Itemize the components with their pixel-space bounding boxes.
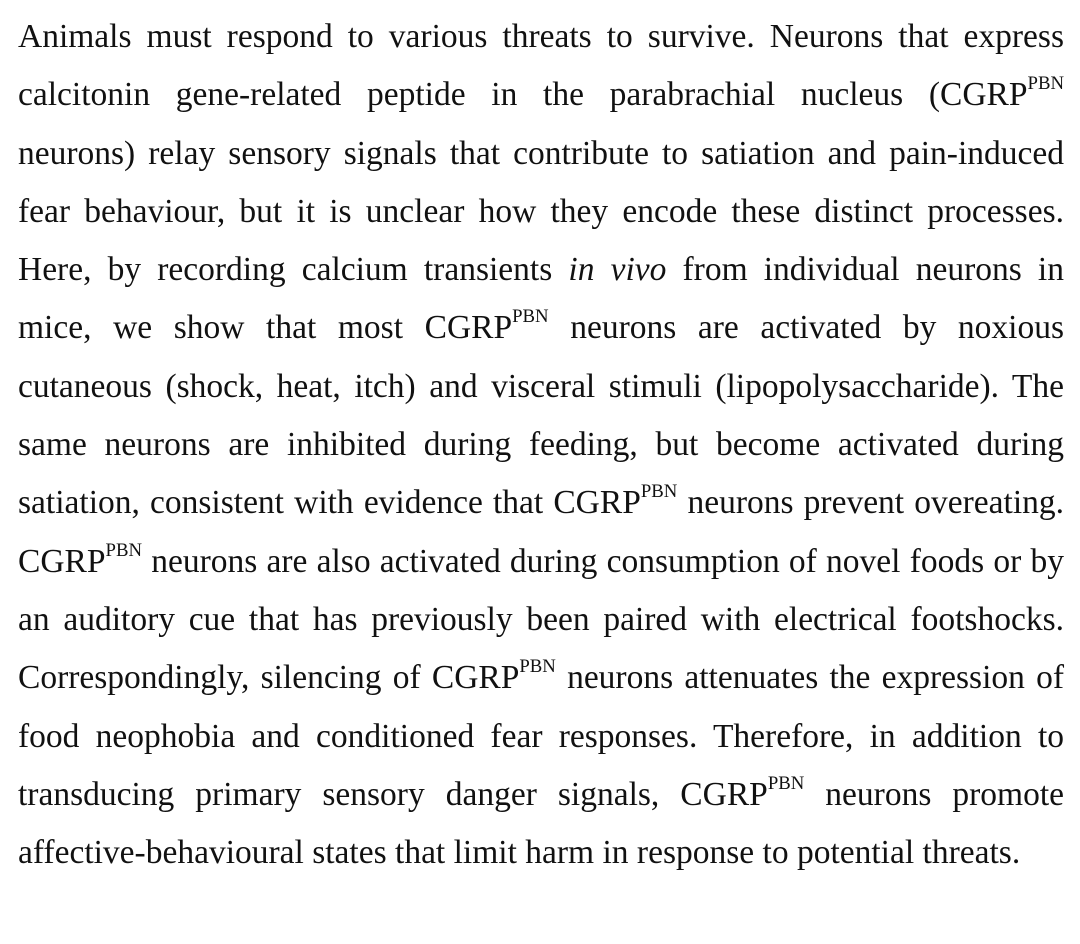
superscript-pbn-3: PBN [640,481,678,503]
abstract-text-8: neurons promote affective-behavioural states that limit harm in response to potential threats. [18,775,1065,872]
italic-in-vivo: in vivo [568,251,667,289]
abstract-text-5: neurons prevent overeating. CGRP [18,484,1065,580]
superscript-pbn-1: PBN [1027,73,1064,95]
superscript-pbn-2: PBN [512,306,549,328]
superscript-pbn-6: PBN [767,772,805,794]
superscript-pbn-4: PBN [105,539,142,561]
abstract-text-7: neurons attenuates the expression of food neophobia and conditioned fear responses. Therefore, in addition to transducing primary sensory danger signals, CGRP [18,659,1064,813]
abstract-text-6: neurons are also activated during consumption of novel foods or by an auditory cue that has previously been paired with electrical footshocks. Correspondingly, silencing of CGRP [18,542,1064,697]
superscript-pbn-5: PBN [519,656,556,678]
abstract-text-1: Animals must respond to various threats to survive. Neurons that express calcitonin gene-related peptide in the parabrachial nucleus (CGRP [18,18,1064,114]
abstract-paragraph [18,8,1064,882]
abstract-text-2: neurons) relay sensory signals that contribute to satiation and pain-induced fear behaviour, but it is unclear how they encode these distinct processes. Here, by recording calcium transients [18,134,1064,289]
abstract-text-4: neurons are activated by noxious cutaneous (shock, heat, itch) and visceral stimuli (lipopolysaccharide). The same neurons are inhibited during feeding, but become activated during satiation, consistent with evidence that CGRP [18,309,1065,522]
abstract-text-3: from individual neurons in mice, we show that most CGRP [18,251,1064,347]
